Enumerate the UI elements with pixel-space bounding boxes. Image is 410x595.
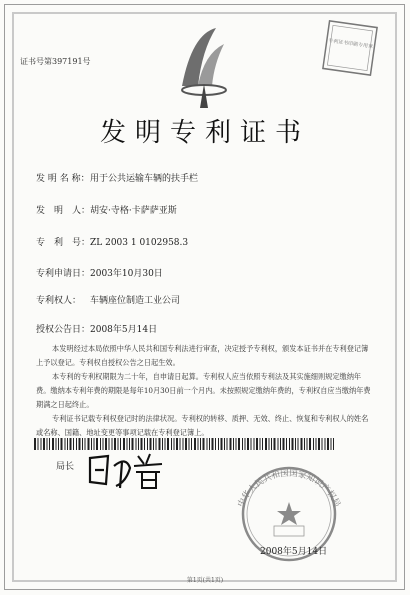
top-stamp-text: 专利证书印刷专用章 [327, 37, 374, 51]
issue-date: 2008年5月14日 [260, 547, 328, 557]
paragraph-term: 本专利的专利权期限为二十年，自申请日起算。专利权人应当依照专利法及其实施细则规定缴纳年费。缴纳本专利年费的期限是每年10月30日前一个月内。未按照规定缴纳年费的，专利权自应当缴纳年费期满之日起终止。 [36, 372, 371, 409]
field-label: 专利权人： [36, 296, 82, 306]
field-grant-date [36, 322, 157, 335]
field-value: 用于公共运输车辆的扶手栏 [90, 174, 199, 184]
patent-office-emblem-icon [176, 24, 232, 108]
field-invention-name [36, 171, 198, 184]
field-label: 专利申请日： [36, 269, 91, 279]
field-application-date [36, 266, 163, 279]
certificate-body [36, 342, 374, 440]
field-inventor [36, 203, 177, 216]
seal-text: 中华人民共和国国家知识产权局 [236, 468, 342, 509]
field-label: 发 明 人： [36, 206, 91, 216]
field-value: 车辆座位制造工业公司 [90, 296, 181, 306]
page-footer: 第1页(共1页) [186, 577, 224, 584]
field-patent-number [36, 235, 188, 248]
director-title: 局长 [56, 462, 75, 472]
field-value: 2003年10月30日 [90, 269, 163, 279]
field-label: 授权公告日： [36, 325, 91, 335]
field-value: 胡安·寺格·卡萨萨亚斯 [90, 206, 177, 216]
field-patentee [36, 293, 180, 306]
director-signature [86, 448, 166, 492]
paragraph-grant: 本发明经过本局依照中华人民共和国专利法进行审查，决定授予专利权，颁发本证书并在专利登记簿上予以登记。专利权自授权公告之日起生效。 [36, 344, 369, 367]
field-label: 发 明 名 称： [36, 174, 90, 184]
top-stamp [320, 18, 380, 78]
field-value: 2008年5月14日 [90, 325, 158, 335]
paragraph-status: 专利证书记载专利权登记时的法律状况。专利权的转移、质押、无效、终止、恢复和专利权人的姓名或名称、国籍、地址变更等事项记载在专利登记簿上。 [36, 414, 369, 437]
field-label: 专 利 号： [36, 238, 91, 248]
field-value: ZL 2003 1 0102958.3 [90, 238, 189, 248]
certificate-title: 发明专利证书 [99, 118, 310, 148]
certificate-number: 证书号第397191号 [20, 57, 91, 66]
